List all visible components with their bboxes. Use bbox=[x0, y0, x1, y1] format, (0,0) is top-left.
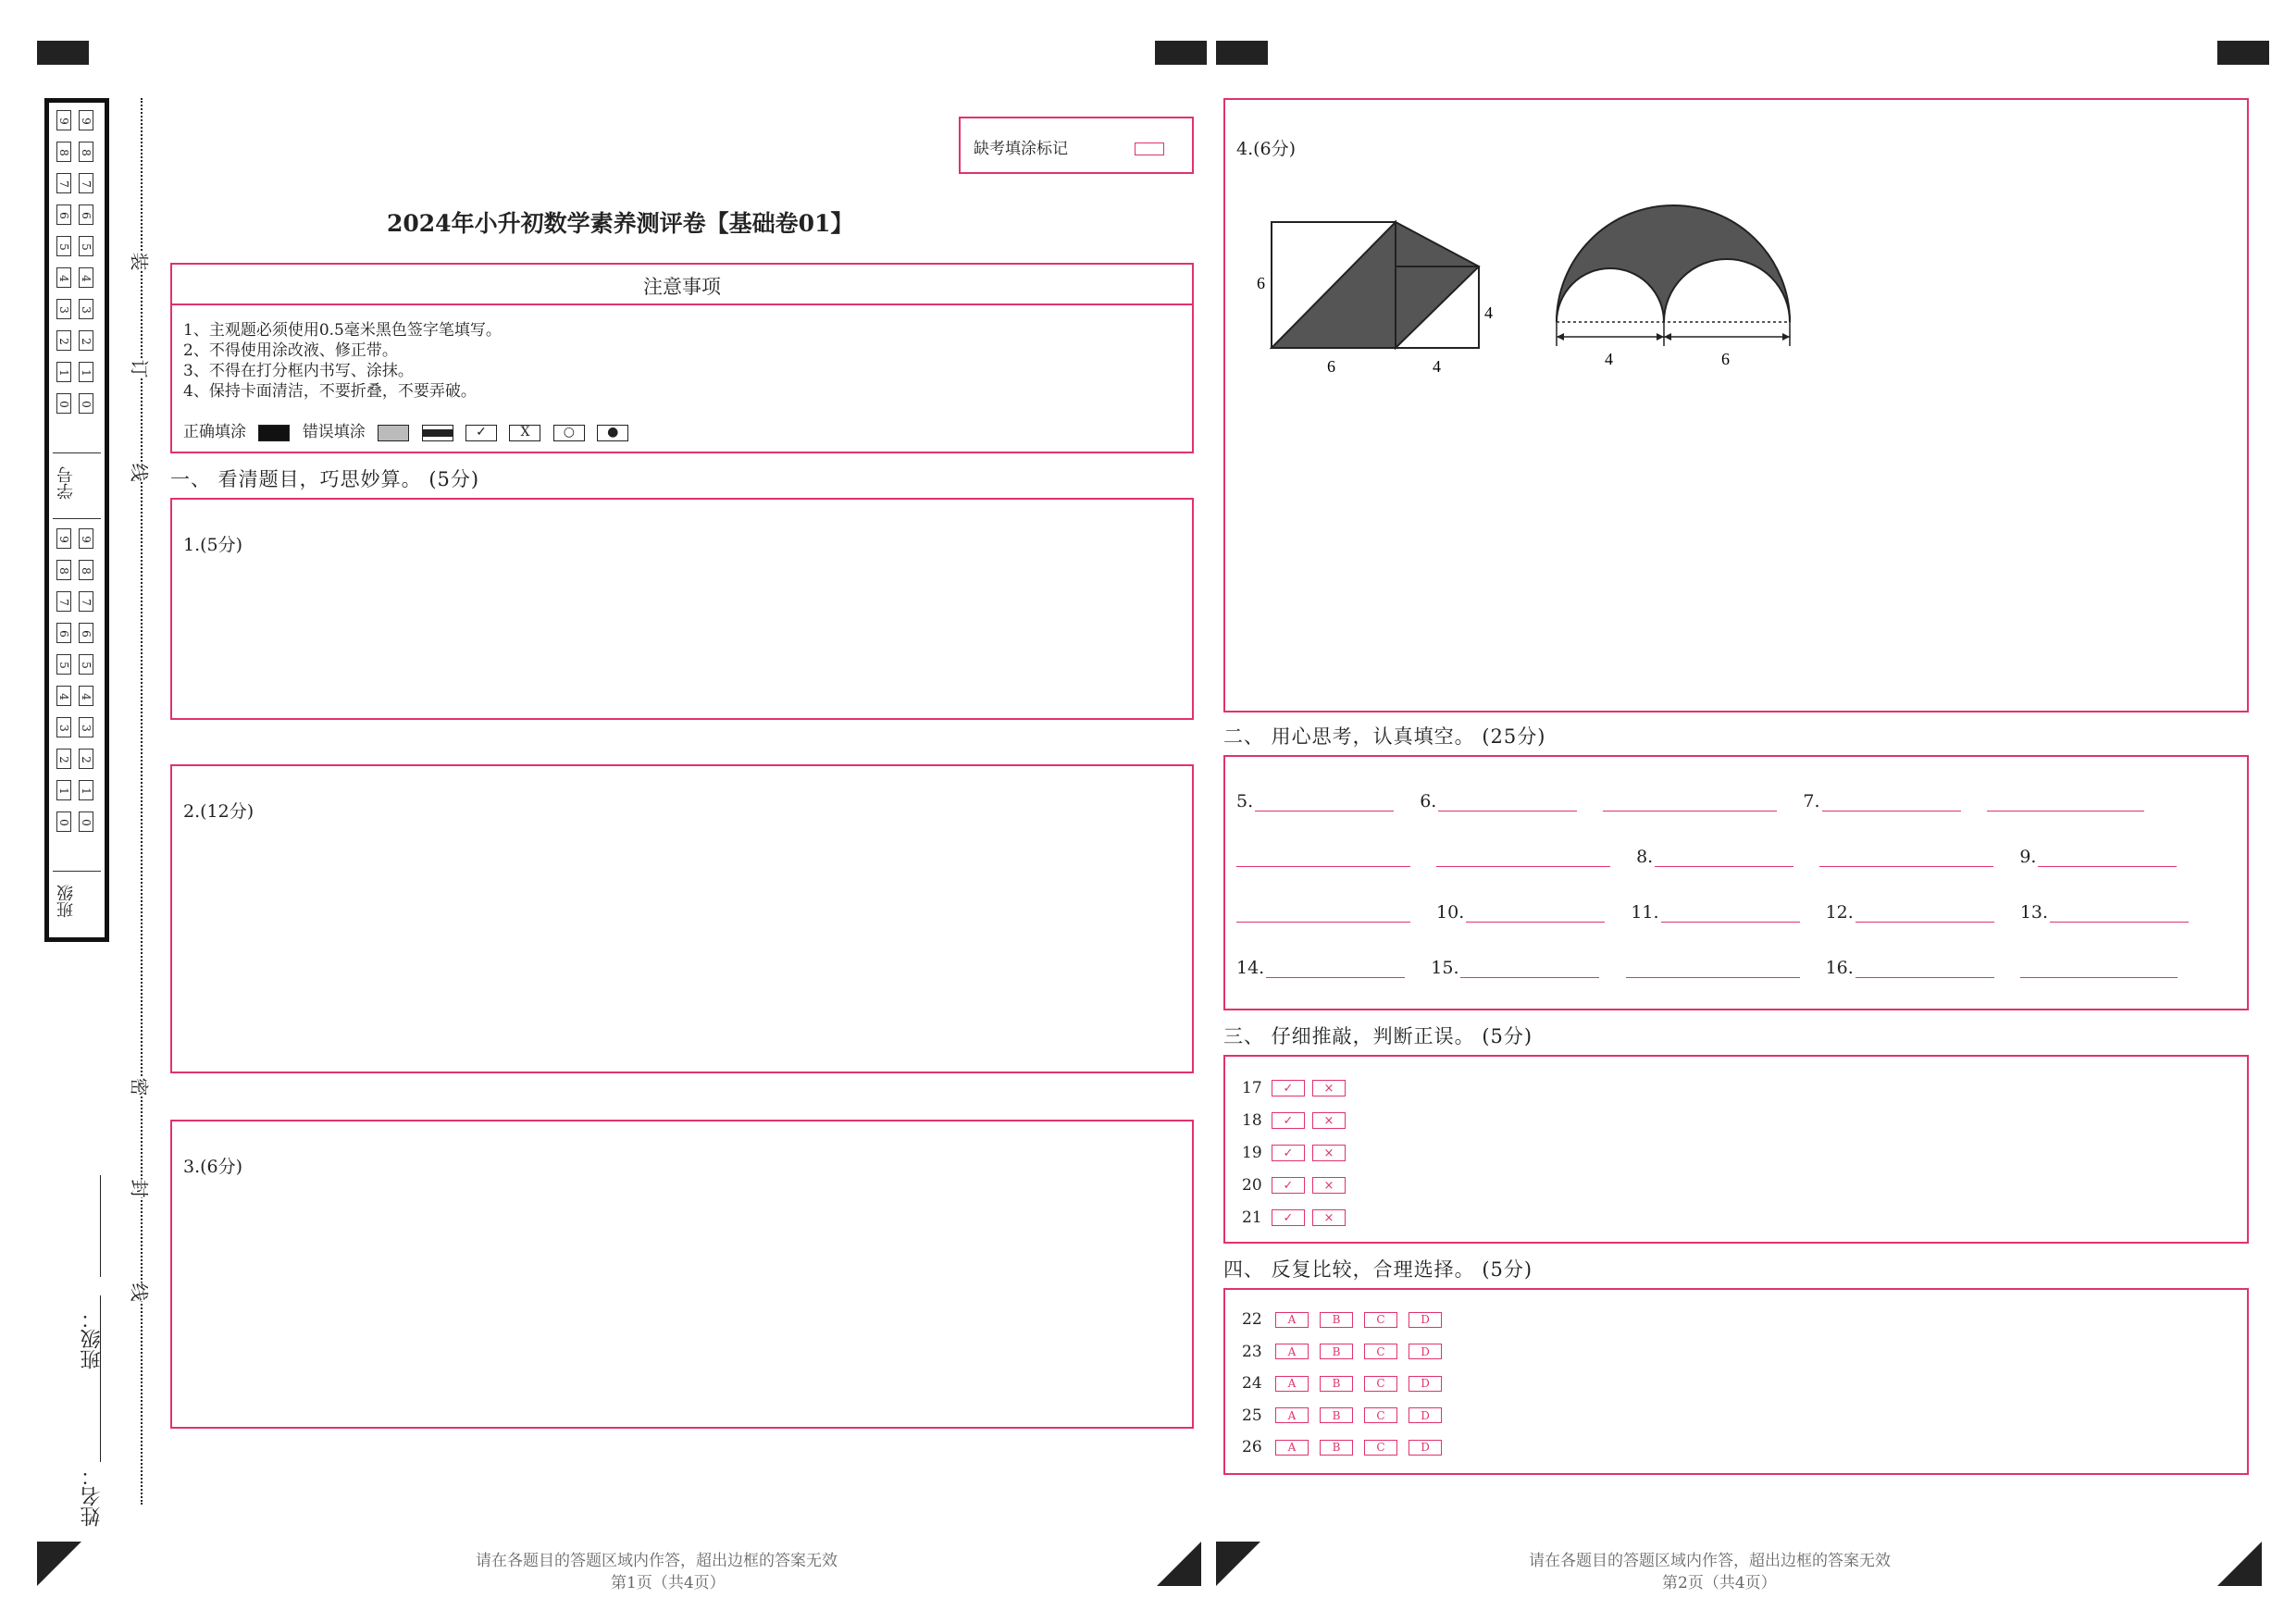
fill-num-7: 7. bbox=[1803, 791, 1820, 812]
fill-blank-13[interactable] bbox=[2050, 901, 2189, 923]
figure-shaded-triangle-left bbox=[1272, 222, 1396, 348]
choice-option-bubble[interactable]: B bbox=[1320, 1407, 1353, 1423]
question-1-label: 1.(5分) bbox=[183, 535, 243, 555]
student-number-digit-label: 3 bbox=[79, 306, 93, 314]
class-number-digit-label: 1 bbox=[79, 787, 93, 795]
binding-char-mi: 密 bbox=[128, 1078, 155, 1096]
class-number-digit-bubble[interactable] bbox=[79, 780, 93, 800]
student-number-digit-label: 2 bbox=[56, 338, 70, 345]
student-number-digit-label: 1 bbox=[79, 369, 93, 377]
fill-num-5: 5. bbox=[1236, 791, 1254, 812]
class-number-digit-label: 7 bbox=[79, 599, 93, 606]
figure-label-small-diameter: 4 bbox=[1605, 350, 1613, 368]
student-number-digit-bubble[interactable] bbox=[79, 110, 93, 130]
student-number-digit-bubble[interactable] bbox=[56, 330, 71, 351]
figure-shaded-triangle-right bbox=[1396, 222, 1479, 348]
fill-num-16: 16. bbox=[1825, 958, 1854, 978]
question-2-label: 2.(12分) bbox=[183, 801, 254, 822]
correct-fill-label: 正确填涂 bbox=[183, 423, 246, 441]
corner-triangle-bottom-right bbox=[2217, 1542, 2262, 1586]
judge-row bbox=[1242, 1111, 1346, 1130]
student-number-digit-label: 4 bbox=[79, 275, 93, 282]
class-number-digit-label: 8 bbox=[56, 567, 70, 575]
choice-option-bubble[interactable]: B bbox=[1320, 1344, 1353, 1359]
notice-box bbox=[170, 263, 1194, 453]
true-bubble[interactable]: ✓ bbox=[1272, 1112, 1305, 1129]
wrong-fill-sample-bar bbox=[422, 425, 453, 441]
notice-line-2: 2、不得使用涂改液、修正带。 bbox=[183, 341, 398, 360]
student-number-digit-label: 3 bbox=[56, 306, 70, 314]
answer-box-q1[interactable] bbox=[170, 498, 1194, 720]
student-number-digit-label: 4 bbox=[56, 275, 70, 282]
fill-blank-7d[interactable] bbox=[1436, 846, 1610, 867]
class-number-digit-bubble[interactable] bbox=[79, 749, 93, 769]
choice-option-bubble[interactable]: B bbox=[1320, 1440, 1353, 1456]
class-number-digit-bubble[interactable] bbox=[56, 623, 71, 643]
question-4-label: 4.(6分) bbox=[1236, 139, 1297, 159]
footer-note-page-1: 请在各题目的答题区域内作答，超出边框的答案无效 bbox=[476, 1552, 838, 1570]
student-number-digit-label: 7 bbox=[79, 180, 93, 188]
class-number-digit-bubble[interactable] bbox=[56, 717, 71, 737]
student-number-digit-bubble[interactable] bbox=[79, 204, 93, 225]
false-bubble[interactable]: × bbox=[1312, 1080, 1346, 1096]
figure-shaded-semicircle-region bbox=[1557, 205, 1790, 322]
fill-blank-9b[interactable] bbox=[1236, 901, 1410, 923]
wrong-fill-sample-cross: X bbox=[509, 425, 540, 441]
wrong-fill-label: 错误填涂 bbox=[302, 423, 366, 441]
class-number-digit-label: 2 bbox=[79, 756, 93, 763]
student-number-digit-bubble[interactable] bbox=[79, 142, 93, 162]
judge-row bbox=[1242, 1079, 1346, 1097]
class-label-cell bbox=[53, 871, 101, 936]
student-number-digit-bubble[interactable] bbox=[79, 362, 93, 382]
fill-row-3 bbox=[1236, 901, 2189, 923]
choice-row-number: 25 bbox=[1242, 1406, 1262, 1425]
class-number-digit-bubble[interactable] bbox=[79, 654, 93, 675]
choice-row-number: 26 bbox=[1242, 1438, 1262, 1456]
answer-box-q2[interactable] bbox=[170, 764, 1194, 1073]
figure-label-bottom-right: 4 bbox=[1433, 357, 1441, 376]
figure-label-right-height: 4 bbox=[1484, 304, 1493, 322]
true-bubble[interactable]: ✓ bbox=[1272, 1177, 1305, 1194]
student-number-digit-label: 0 bbox=[79, 401, 93, 408]
fill-blank-16a[interactable] bbox=[1855, 957, 1994, 978]
fill-blank-15b[interactable] bbox=[1626, 957, 1800, 978]
student-number-digit-bubble[interactable] bbox=[56, 110, 71, 130]
judge-row bbox=[1242, 1144, 1346, 1162]
class-number-digit-label: 4 bbox=[56, 693, 70, 700]
class-number-column-1 bbox=[56, 528, 73, 843]
figure-label-left-height: 6 bbox=[1257, 274, 1265, 292]
fill-blank-box bbox=[1223, 755, 2249, 1010]
judge-row bbox=[1242, 1208, 1346, 1227]
fill-blank-11[interactable] bbox=[1661, 901, 1800, 923]
class-number-digit-label: 9 bbox=[79, 536, 93, 543]
wrong-fill-sample-check: ✓ bbox=[465, 425, 497, 441]
false-bubble[interactable]: × bbox=[1312, 1112, 1346, 1129]
footer-page-number-2: 第2页（共4页） bbox=[1662, 1574, 1777, 1592]
class-number-digit-label: 5 bbox=[79, 662, 93, 669]
judge-box bbox=[1223, 1055, 2249, 1244]
registration-mark-top-left bbox=[37, 41, 89, 65]
judge-row-number: 18 bbox=[1242, 1111, 1262, 1130]
class-field[interactable] bbox=[78, 1184, 105, 1369]
name-field[interactable] bbox=[78, 1406, 105, 1527]
student-number-label: 学号 bbox=[56, 466, 76, 500]
section-2-heading: 二、 用心思考，认真填空。 (25分) bbox=[1223, 725, 1546, 748]
true-bubble[interactable]: ✓ bbox=[1272, 1209, 1305, 1226]
student-number-digit-bubble[interactable] bbox=[56, 393, 71, 414]
choice-option-bubble[interactable]: D bbox=[1409, 1376, 1442, 1392]
student-number-digit-label: 8 bbox=[56, 149, 70, 156]
false-bubble[interactable]: × bbox=[1312, 1177, 1346, 1194]
student-number-digit-label: 7 bbox=[56, 180, 70, 188]
fill-blank-10[interactable] bbox=[1466, 901, 1605, 923]
binding-char-xian-2: 线 bbox=[128, 1283, 155, 1302]
fill-blank-7c[interactable] bbox=[1236, 846, 1410, 867]
class-number-digit-label: 6 bbox=[79, 630, 93, 638]
class-number-digit-bubble[interactable] bbox=[79, 591, 93, 612]
choice-option-bubble[interactable]: C bbox=[1364, 1440, 1397, 1456]
footer-note-page-2: 请在各题目的答题区域内作答，超出边框的答案无效 bbox=[1529, 1552, 1891, 1570]
class-underline bbox=[100, 1175, 101, 1277]
choice-option-bubble[interactable]: A bbox=[1275, 1440, 1309, 1456]
fill-num-10: 10. bbox=[1436, 902, 1465, 923]
fill-blank-8a[interactable] bbox=[1655, 846, 1793, 867]
fill-blank-5[interactable] bbox=[1255, 790, 1394, 812]
choice-option-bubble[interactable]: A bbox=[1275, 1376, 1309, 1392]
binding-char-xian: 线 bbox=[128, 464, 155, 482]
class-number-digit-bubble[interactable] bbox=[56, 560, 71, 580]
class-number-digit-label: 7 bbox=[56, 599, 70, 606]
student-number-digit-bubble[interactable] bbox=[56, 299, 71, 319]
class-number-digit-bubble[interactable] bbox=[79, 623, 93, 643]
choice-row-number: 24 bbox=[1242, 1374, 1262, 1393]
fill-num-11: 11. bbox=[1631, 902, 1659, 923]
choice-row-number: 22 bbox=[1242, 1310, 1262, 1329]
class-number-digit-label: 6 bbox=[56, 630, 70, 638]
judge-row bbox=[1242, 1176, 1346, 1195]
figure-arrow-3 bbox=[1664, 333, 1671, 341]
figure-arrow-1 bbox=[1557, 333, 1564, 341]
choice-option-bubble[interactable]: A bbox=[1275, 1407, 1309, 1423]
absent-mark-box bbox=[959, 117, 1194, 174]
fill-example-row bbox=[183, 418, 636, 441]
student-number-column-2 bbox=[79, 110, 95, 425]
student-id-panel bbox=[44, 98, 109, 942]
student-number-grid bbox=[56, 110, 103, 480]
choice-option-bubble[interactable]: C bbox=[1364, 1312, 1397, 1328]
choice-row bbox=[1242, 1310, 1442, 1329]
figure-rect-triangle bbox=[1257, 202, 1503, 387]
corner-triangle-bottom-center-right bbox=[1216, 1542, 1260, 1586]
true-bubble[interactable]: ✓ bbox=[1272, 1145, 1305, 1161]
choice-row bbox=[1242, 1406, 1442, 1425]
corner-triangle-bottom-center-left bbox=[1157, 1542, 1201, 1586]
class-number-digit-label: 2 bbox=[56, 756, 70, 763]
fill-blank-8b[interactable] bbox=[1819, 846, 1993, 867]
class-number-digit-label: 9 bbox=[56, 536, 70, 543]
choice-option-bubble[interactable]: A bbox=[1275, 1312, 1309, 1328]
choice-row bbox=[1242, 1374, 1442, 1393]
fill-blank-6b[interactable] bbox=[1603, 790, 1777, 812]
false-bubble[interactable]: × bbox=[1312, 1145, 1346, 1161]
answer-box-q3[interactable] bbox=[170, 1120, 1194, 1429]
fill-blank-16b[interactable] bbox=[2020, 957, 2178, 978]
fill-num-6: 6. bbox=[1420, 791, 1437, 812]
choice-row bbox=[1242, 1343, 1442, 1361]
notice-line-4: 4、保持卡面清洁，不要折叠，不要弄破。 bbox=[183, 382, 477, 401]
choice-option-bubble[interactable]: C bbox=[1364, 1344, 1397, 1359]
registration-mark-top-center-right bbox=[1216, 41, 1268, 65]
fill-blank-6a[interactable] bbox=[1438, 790, 1577, 812]
class-number-digit-label: 0 bbox=[79, 819, 93, 826]
fill-row-1 bbox=[1236, 790, 2144, 812]
choice-option-bubble[interactable]: A bbox=[1275, 1344, 1309, 1359]
choice-box bbox=[1223, 1288, 2249, 1475]
page-title: 2024年小升初数学素养测评卷【基础卷01】 bbox=[387, 210, 854, 237]
absent-mark-bubble[interactable] bbox=[1135, 142, 1164, 155]
student-number-digit-bubble[interactable] bbox=[79, 393, 93, 414]
fill-blank-12[interactable] bbox=[1855, 901, 1994, 923]
student-number-digit-label: 6 bbox=[56, 212, 70, 219]
student-number-digit-label: 5 bbox=[56, 243, 70, 251]
class-number-digit-bubble[interactable] bbox=[79, 528, 93, 549]
student-number-digit-bubble[interactable] bbox=[56, 267, 71, 288]
figure-label-large-diameter: 6 bbox=[1721, 350, 1730, 368]
student-number-digit-label: 9 bbox=[79, 118, 93, 125]
fill-num-9: 9. bbox=[2019, 847, 2037, 867]
choice-option-bubble[interactable]: C bbox=[1364, 1407, 1397, 1423]
student-number-digit-bubble[interactable] bbox=[79, 267, 93, 288]
judge-row-number: 21 bbox=[1242, 1208, 1262, 1227]
class-label: 班级 bbox=[56, 885, 76, 918]
choice-option-bubble[interactable]: C bbox=[1364, 1376, 1397, 1392]
corner-triangle-bottom-left bbox=[37, 1542, 81, 1586]
class-number-digit-label: 8 bbox=[79, 567, 93, 575]
class-number-digit-bubble[interactable] bbox=[79, 560, 93, 580]
footer-page-number-1: 第1页（共4页） bbox=[611, 1574, 726, 1592]
fill-num-15: 15. bbox=[1431, 958, 1459, 978]
student-number-digit-label: 8 bbox=[79, 149, 93, 156]
judge-row-number: 19 bbox=[1242, 1144, 1262, 1162]
class-number-digit-bubble[interactable] bbox=[56, 812, 71, 832]
notice-line-3: 3、不得在打分框内书写、涂抹。 bbox=[183, 362, 414, 380]
class-number-digit-label: 4 bbox=[79, 693, 93, 700]
student-number-digit-bubble[interactable] bbox=[56, 204, 71, 225]
section-1-heading: 一、 看清题目，巧思妙算。 (5分) bbox=[170, 468, 480, 490]
figure-semicircles bbox=[1549, 189, 1808, 374]
student-number-digit-bubble[interactable] bbox=[56, 173, 71, 193]
fill-num-12: 12. bbox=[1825, 902, 1854, 923]
student-number-digit-bubble[interactable] bbox=[56, 362, 71, 382]
fill-blank-9[interactable] bbox=[2038, 846, 2177, 867]
fill-blank-7b[interactable] bbox=[1987, 790, 2144, 812]
wrong-fill-sample-circle: ○ bbox=[553, 425, 585, 441]
student-number-column-1 bbox=[56, 110, 73, 425]
choice-option-bubble[interactable]: B bbox=[1320, 1376, 1353, 1392]
class-number-digit-label: 3 bbox=[56, 725, 70, 732]
figure-arrow-2 bbox=[1657, 333, 1664, 341]
fill-blank-7a[interactable] bbox=[1822, 790, 1961, 812]
class-number-digit-bubble[interactable] bbox=[79, 717, 93, 737]
figure-arrow-4 bbox=[1782, 333, 1790, 341]
notice-line-1: 1、主观题必须使用0.5毫米黑色签字笔填写。 bbox=[183, 321, 502, 340]
student-number-digit-bubble[interactable] bbox=[79, 173, 93, 193]
class-number-digit-bubble[interactable] bbox=[56, 528, 71, 549]
class-number-column-2 bbox=[79, 528, 95, 843]
notice-heading: 注意事项 bbox=[643, 276, 721, 298]
fill-num-13: 13. bbox=[2019, 902, 2049, 923]
fill-num-14: 14. bbox=[1236, 958, 1265, 978]
fill-row-2 bbox=[1236, 846, 2177, 867]
wrong-fill-sample-dot: ● bbox=[597, 425, 628, 441]
class-number-digit-bubble[interactable] bbox=[56, 591, 71, 612]
student-number-digit-label: 0 bbox=[56, 401, 70, 408]
binding-char-zhuang: 装 bbox=[128, 253, 155, 271]
judge-row-number: 20 bbox=[1242, 1176, 1262, 1195]
class-number-digit-bubble[interactable] bbox=[56, 780, 71, 800]
student-number-digit-bubble[interactable] bbox=[79, 299, 93, 319]
section-3-heading: 三、 仔细推敲，判断正误。 (5分) bbox=[1223, 1025, 1533, 1047]
registration-mark-top-center-left bbox=[1155, 41, 1207, 65]
false-bubble[interactable]: × bbox=[1312, 1209, 1346, 1226]
class-number-grid bbox=[56, 528, 103, 898]
student-number-digit-bubble[interactable] bbox=[79, 236, 93, 256]
true-bubble[interactable]: ✓ bbox=[1272, 1080, 1305, 1096]
student-number-label-cell bbox=[53, 452, 101, 519]
class-number-digit-label: 0 bbox=[56, 819, 70, 826]
answer-box-q4[interactable] bbox=[1223, 98, 2249, 712]
student-number-digit-bubble[interactable] bbox=[56, 142, 71, 162]
student-number-digit-label: 5 bbox=[79, 243, 93, 251]
class-number-digit-bubble[interactable] bbox=[79, 686, 93, 706]
wrong-fill-sample-grey bbox=[378, 425, 409, 441]
name-label: 姓名： bbox=[81, 1466, 104, 1527]
choice-row-number: 23 bbox=[1242, 1342, 1262, 1361]
class-number-digit-label: 3 bbox=[79, 725, 93, 732]
binding-char-ding: 订 bbox=[128, 360, 155, 378]
fill-row-4 bbox=[1236, 957, 2178, 978]
student-number-digit-bubble[interactable] bbox=[56, 236, 71, 256]
student-number-digit-label: 6 bbox=[79, 212, 93, 219]
student-number-digit-bubble[interactable] bbox=[79, 330, 93, 351]
student-number-digit-label: 1 bbox=[56, 369, 70, 377]
correct-fill-sample bbox=[258, 425, 290, 441]
notice-divider bbox=[172, 304, 1192, 305]
section-4-heading: 四、 反复比较，合理选择。 (5分) bbox=[1223, 1258, 1533, 1281]
choice-option-bubble[interactable]: D bbox=[1409, 1344, 1442, 1359]
choice-option-bubble[interactable]: D bbox=[1409, 1440, 1442, 1456]
choice-option-bubble[interactable]: D bbox=[1409, 1407, 1442, 1423]
class-number-digit-bubble[interactable] bbox=[56, 749, 71, 769]
fill-blank-15a[interactable] bbox=[1460, 957, 1599, 978]
question-3-label: 3.(6分) bbox=[183, 1157, 243, 1177]
choice-row bbox=[1242, 1438, 1442, 1456]
student-number-digit-label: 2 bbox=[79, 338, 93, 345]
class-field-label: 班级： bbox=[81, 1308, 104, 1369]
absent-mark-label: 缺考填涂标记 bbox=[974, 140, 1068, 158]
fill-num-8: 8. bbox=[1636, 847, 1654, 867]
choice-option-bubble[interactable]: D bbox=[1409, 1312, 1442, 1328]
class-number-digit-bubble[interactable] bbox=[56, 654, 71, 675]
class-number-digit-label: 5 bbox=[56, 662, 70, 669]
fill-blank-14[interactable] bbox=[1266, 957, 1405, 978]
registration-mark-top-right bbox=[2217, 41, 2269, 65]
binding-char-feng: 封 bbox=[128, 1180, 155, 1198]
choice-option-bubble[interactable]: B bbox=[1320, 1312, 1353, 1328]
class-number-digit-bubble[interactable] bbox=[79, 812, 93, 832]
student-number-digit-label: 9 bbox=[56, 118, 70, 125]
figure-label-bottom-left: 6 bbox=[1327, 357, 1335, 376]
class-number-digit-bubble[interactable] bbox=[56, 686, 71, 706]
class-number-digit-label: 1 bbox=[56, 787, 70, 795]
judge-row-number: 17 bbox=[1242, 1079, 1262, 1097]
